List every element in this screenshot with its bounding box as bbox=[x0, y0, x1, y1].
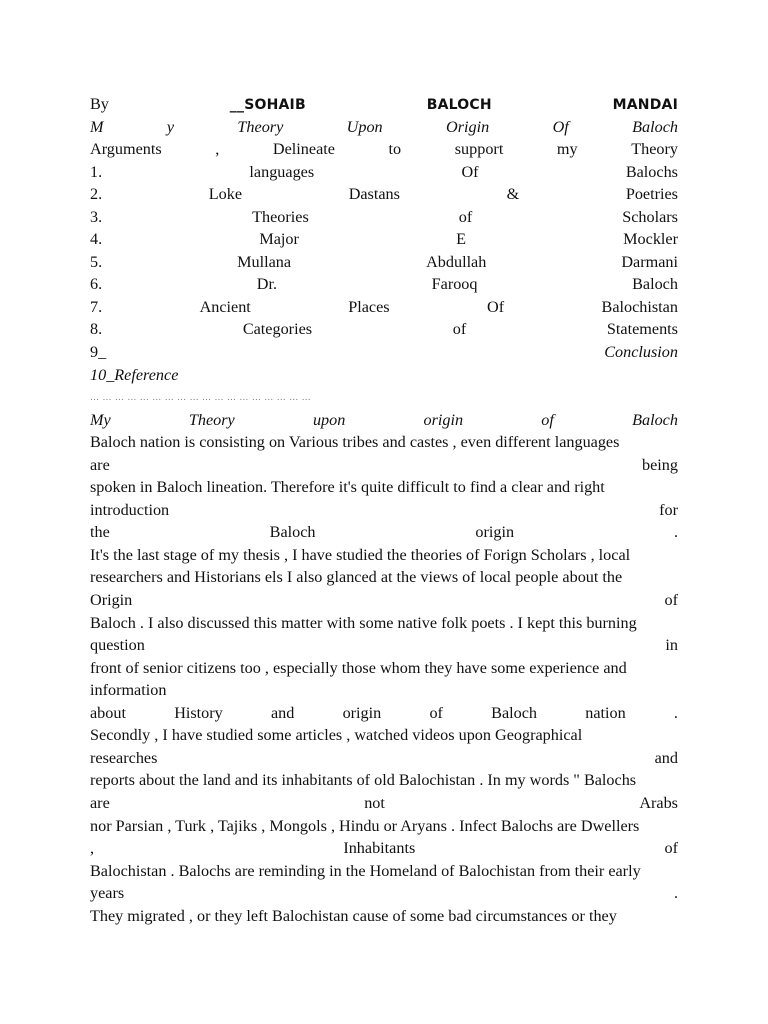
line-word: Scholars bbox=[622, 207, 678, 226]
line-word: Arguments bbox=[90, 140, 162, 159]
text-line bbox=[90, 566, 678, 589]
line-word: Theories bbox=[252, 207, 309, 226]
line-word: 3. bbox=[90, 207, 103, 226]
text-line bbox=[90, 815, 678, 838]
line-word: 5. bbox=[90, 252, 103, 271]
line-word: Arabs bbox=[639, 793, 678, 812]
line-word: 1. bbox=[90, 162, 103, 181]
line-word: Secondly , I have studied some articles , watched videos upon Geographical bbox=[90, 726, 583, 745]
line-word: in bbox=[665, 636, 678, 655]
line-word: and bbox=[270, 703, 295, 722]
line-word: MANDAI bbox=[612, 97, 678, 113]
line-word: . bbox=[673, 884, 678, 903]
line-word: History bbox=[174, 703, 223, 722]
line-word: Of bbox=[487, 297, 505, 316]
line-word: Delineate bbox=[272, 140, 335, 159]
line-word: Balochs bbox=[625, 162, 678, 181]
line-word: Of bbox=[552, 117, 569, 136]
line-word: … … … … … … … … … … … … … … … … … … bbox=[90, 392, 312, 403]
line-word: Major bbox=[259, 230, 299, 249]
text-line bbox=[90, 409, 678, 432]
line-word: Baloch nation is consisting on Various tribes and castes , even different languages bbox=[90, 433, 620, 452]
line-word: researchers and Historians els I also glanced at the views of local people about the bbox=[90, 568, 623, 587]
line-word: Dr. bbox=[256, 275, 277, 294]
text-line bbox=[90, 769, 678, 792]
line-word: origin bbox=[423, 410, 464, 429]
line-word: are bbox=[90, 455, 110, 474]
text-line bbox=[90, 702, 678, 725]
text-line bbox=[90, 296, 678, 319]
line-word: Baloch bbox=[491, 703, 538, 722]
line-word: Balochistan . Balochs are reminding in the Homeland of Balochistan from their early bbox=[90, 861, 641, 880]
line-word: Baloch bbox=[632, 410, 678, 429]
text-line bbox=[90, 657, 678, 680]
line-word: support bbox=[454, 140, 504, 159]
line-word: E bbox=[456, 230, 466, 249]
line-word: Origin bbox=[90, 591, 133, 610]
line-word: Theory bbox=[188, 410, 235, 429]
text-line bbox=[90, 318, 678, 341]
line-word: years bbox=[90, 884, 125, 903]
line-word: Theory bbox=[237, 117, 284, 136]
line-word: information bbox=[90, 681, 167, 700]
line-word: being bbox=[642, 455, 678, 474]
line-word: Places bbox=[348, 297, 390, 316]
line-word: of bbox=[541, 410, 554, 429]
line-word: Mockler bbox=[623, 230, 678, 249]
text-line bbox=[90, 183, 678, 206]
text-line bbox=[90, 161, 678, 184]
line-word: reports about the land and its inhabitants of old Balochistan . In my words " Balochs bbox=[90, 771, 637, 790]
text-line bbox=[90, 860, 678, 883]
text-line bbox=[90, 882, 678, 905]
line-word: , bbox=[90, 839, 95, 858]
line-word: Loke bbox=[208, 185, 243, 204]
text-line bbox=[90, 251, 678, 274]
text-line bbox=[90, 724, 678, 747]
line-word: and bbox=[654, 748, 678, 767]
line-word: __SOHAIB bbox=[229, 97, 306, 113]
line-word: are bbox=[90, 793, 110, 812]
line-word: . bbox=[673, 523, 678, 542]
line-word: Conclusion bbox=[604, 343, 678, 362]
line-word: origin bbox=[342, 703, 382, 722]
text-line bbox=[90, 454, 678, 477]
text-line bbox=[90, 747, 678, 770]
text-line bbox=[90, 476, 678, 499]
line-word: Baloch . I also discussed this matter with some native folk poets . I kept this burning bbox=[90, 613, 637, 632]
line-word: Ancient bbox=[199, 297, 251, 316]
line-word: of bbox=[664, 839, 678, 858]
line-word: languages bbox=[249, 162, 315, 181]
line-word: researches bbox=[90, 748, 158, 767]
dotted-separator bbox=[90, 386, 678, 409]
line-word: Baloch bbox=[632, 275, 678, 294]
line-word: of bbox=[429, 703, 443, 722]
text-line bbox=[90, 116, 678, 139]
text-line bbox=[90, 364, 678, 387]
line-word: They migrated , or they left Balochistan cause of some bad circumstances or they bbox=[90, 906, 617, 925]
line-word: to bbox=[388, 140, 402, 159]
line-word: Inhabitants bbox=[343, 839, 416, 858]
line-word: the bbox=[90, 523, 110, 542]
line-word: It's the last stage of my thesis , I have studied the theories of Forign Scholars , local bbox=[90, 545, 631, 564]
text-line bbox=[90, 679, 678, 702]
line-word: not bbox=[364, 793, 385, 812]
line-word: front of senior citizens too , especially those whom they have some experience and bbox=[90, 658, 627, 677]
text-line bbox=[90, 206, 678, 229]
line-word: about bbox=[90, 703, 126, 722]
line-word: introduction bbox=[90, 500, 170, 519]
text-line bbox=[90, 341, 678, 364]
document-body bbox=[90, 93, 678, 927]
line-word: Baloch bbox=[269, 523, 316, 542]
text-line bbox=[90, 521, 678, 544]
line-word: My bbox=[90, 410, 111, 429]
line-word: Origin bbox=[446, 117, 490, 136]
line-word: . bbox=[673, 703, 678, 722]
line-word: Theory bbox=[631, 140, 678, 159]
text-line bbox=[90, 431, 678, 454]
line-word: 6. bbox=[90, 275, 103, 294]
line-word: Mullana bbox=[237, 252, 292, 271]
line-word: 7. bbox=[90, 297, 103, 316]
text-line bbox=[90, 634, 678, 657]
line-word: Of bbox=[461, 162, 479, 181]
text-line bbox=[90, 589, 678, 612]
text-line bbox=[90, 228, 678, 251]
text-line bbox=[90, 792, 678, 815]
line-word: Upon bbox=[346, 117, 383, 136]
line-word: my bbox=[556, 140, 578, 159]
line-word: 4. bbox=[90, 230, 103, 249]
text-line bbox=[90, 273, 678, 296]
line-word: 8. bbox=[90, 320, 103, 339]
line-word: of bbox=[452, 320, 467, 339]
line-word: 9_ bbox=[90, 343, 107, 362]
line-word: origin bbox=[475, 523, 515, 542]
line-word: M bbox=[90, 117, 104, 136]
line-word: of bbox=[458, 207, 473, 226]
line-word: 2. bbox=[90, 185, 103, 204]
line-word: Abdullah bbox=[426, 252, 487, 271]
line-word: spoken in Baloch lineation. Therefore it's quite difficult to find a clear and right bbox=[90, 478, 605, 497]
text-line bbox=[90, 499, 678, 522]
line-word: Poetries bbox=[625, 185, 678, 204]
line-word: y bbox=[166, 117, 175, 136]
line-word: Baloch bbox=[632, 117, 678, 136]
line-word: 10_Reference bbox=[90, 365, 179, 384]
line-word: upon bbox=[312, 410, 346, 429]
line-word: nation bbox=[585, 703, 626, 722]
line-word: Farooq bbox=[431, 275, 478, 294]
line-word: Statements bbox=[606, 320, 678, 339]
line-word: for bbox=[659, 500, 678, 519]
line-word: By bbox=[90, 95, 109, 113]
text-line bbox=[90, 837, 678, 860]
line-word: of bbox=[664, 591, 678, 610]
line-word: Categories bbox=[242, 320, 313, 339]
text-line bbox=[90, 544, 678, 567]
line-word: & bbox=[506, 185, 520, 204]
line-word: Darmani bbox=[621, 252, 678, 271]
line-word: BALOCH bbox=[426, 97, 492, 113]
line-word: , bbox=[215, 140, 220, 159]
text-line bbox=[90, 612, 678, 635]
line-word: nor Parsian , Turk , Tajiks , Mongols , Hindu or Aryans . Infect Balochs are Dwellers bbox=[90, 816, 640, 835]
line-word: Balochistan bbox=[601, 297, 678, 316]
line-word: Dastans bbox=[348, 185, 400, 204]
text-line bbox=[90, 905, 678, 928]
text-line bbox=[90, 138, 678, 161]
author-byline bbox=[90, 93, 678, 116]
line-word: question bbox=[90, 636, 145, 655]
